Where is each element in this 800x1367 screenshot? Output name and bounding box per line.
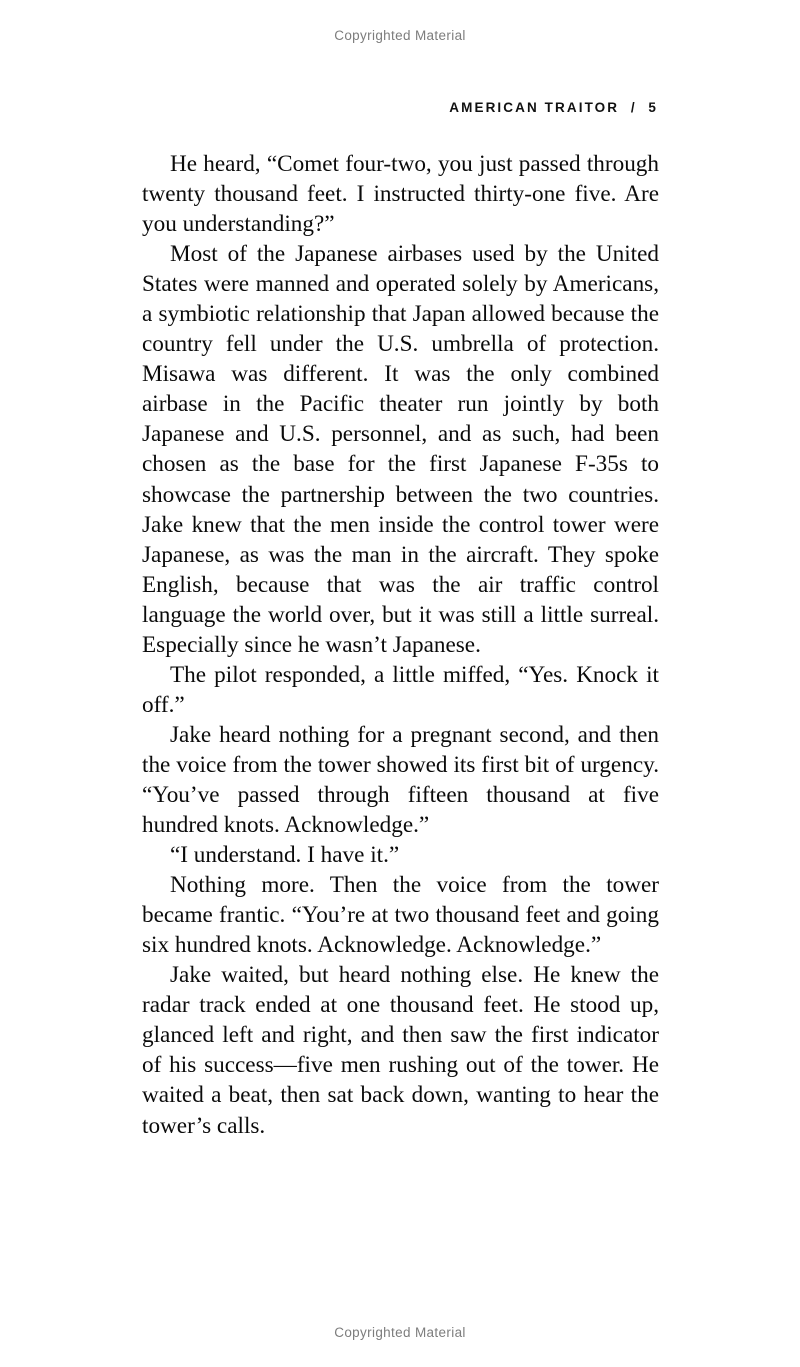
paragraph: The pilot responded, a little miffed, “Yes. Knock it off.” [142, 661, 659, 718]
paragraph: He heard, “Comet four-two, you just passed through twenty thousand feet. I instructed thirty-one five. Are you understanding?” [142, 151, 659, 238]
copyright-watermark-bottom: Copyrighted Material [334, 1325, 466, 1340]
body-text-column [142, 149, 659, 1141]
paragraph: Nothing more. Then the voice from the tower became frantic. “You’re at two thousand feet and going six hundred knots. Acknowledge. Acknowledge.” [142, 872, 659, 959]
paragraph: Most of the Japanese airbases used by the United States were manned and operated solely by Americans, a symbiotic relationship that Japan allowed because the country fell under the U.S. umbrella of protection. Misawa was different. It was the only combined airbase in the Pacific theater run jointly by both Japanese and U.S. personnel, and as such, had been chosen as the base for the first Japanese F-35s to showcase the partnership between the two countries. Jake knew that the men inside the control tower were Japanese, as was the man in the aircraft. They spoke English, because that was the air traffic control language the world over, but it was still a little surreal. Especially since he wasn’t Japanese. [142, 241, 659, 658]
paragraph: “I understand. I have it.” [170, 842, 400, 869]
paragraph: Jake waited, but heard nothing else. He knew the radar track ended at one thousand feet. He stood up, glanced left and right, and then saw the first indicator of his success—five men rushing out of the tower. He waited a beat, then sat back down, wanting to hear the tower’s calls. [142, 962, 659, 1139]
paragraph: Jake heard nothing for a pregnant second, and then the voice from the tower showed its first bit of urgency. “You’ve passed through fifteen thousand at five hundred knots. Acknowledge.” [142, 721, 659, 839]
copyright-watermark-top: Copyrighted Material [334, 28, 466, 43]
running-head: AMERICAN TRAITOR / 5 [449, 100, 658, 115]
